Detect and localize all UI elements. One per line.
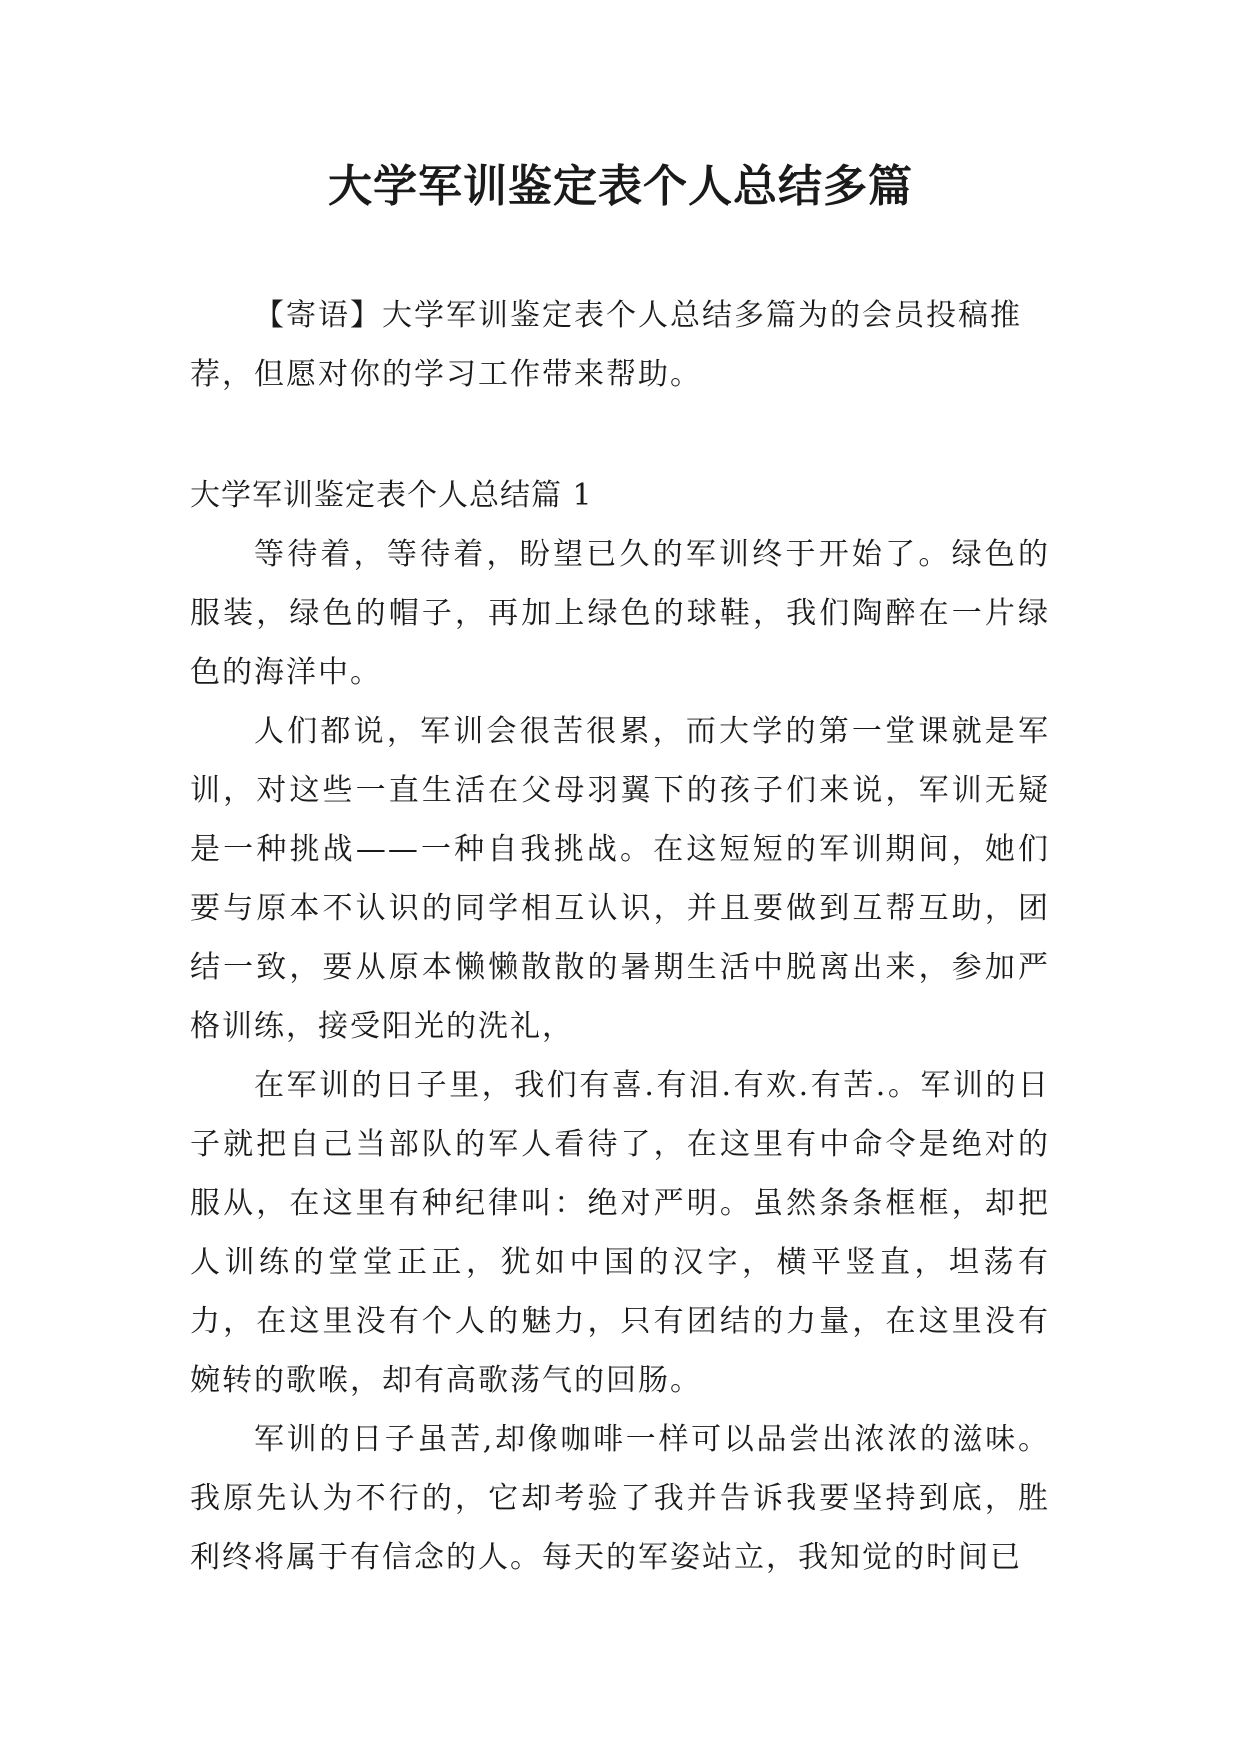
paragraph: 等待着，等待着，盼望已久的军训终于开始了。绿色的服装，绿色的帽子，再加上绿色的球鞋，我们陶醉在一片绿色的海洋中。 xyxy=(190,537,1050,690)
paragraph: 在军训的日子里，我们有喜.有泪.有欢.有苦.。军训的日子就把自己当部队的军人看待了，在这里有中命令是绝对的服从，在这里有种纪律叫：绝对严明。虽然条条框框，却把人训练的堂堂正正，犹如中国的汉字，横平竖直，坦荡有力，在这里没有个人的魅力，只有团结的力量，在这里没有婉转的歌喉，却有高歌荡气的回肠。 xyxy=(190,1068,1050,1398)
intro-paragraph: 【寄语】大学军训鉴定表个人总结多篇为的会员投稿推荐，但愿对你的学习工作带来帮助。 xyxy=(190,298,1022,392)
section-heading: 大学军训鉴定表个人总结篇 1 xyxy=(190,478,593,513)
article-body xyxy=(190,525,1050,1587)
paragraph: 军训的日子虽苦,却像咖啡一样可以品尝出浓浓的滋味。我原先认为不行的，它却考验了我并告诉我要坚持到底，胜利终将属于有信念的人。每天的军姿站立，我知觉的时间已 xyxy=(190,1422,1050,1575)
paragraph: 人们都说，军训会很苦很累，而大学的第一堂课就是军训，对这些一直生活在父母羽翼下的孩子们来说，军训无疑是一种挑战——一种自我挑战。在这短短的军训期间，她们要与原本不认识的同学相互认识，并且要做到互帮互助，团结一致，要从原本懒懒散散的暑期生活中脱离出来，参加严格训练，接受阳光的洗礼， xyxy=(190,714,1050,1044)
document-title: 大学军训鉴定表个人总结多篇 xyxy=(328,161,913,212)
